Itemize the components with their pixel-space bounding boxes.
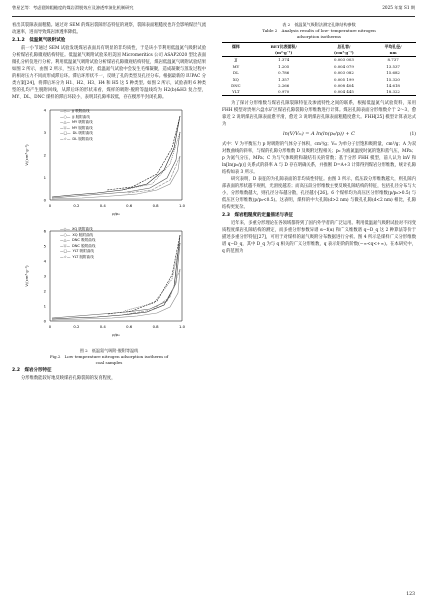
pore-structure-table bbox=[222, 42, 416, 96]
equation-body: ln(V/Vₘ) = A ln(ln(p₀/p)) + C bbox=[283, 131, 355, 138]
x-tick: 0.2 bbox=[73, 203, 80, 208]
y-tick: 3 bbox=[43, 273, 46, 279]
y-axis-label: V/(cm³·g⁻¹) bbox=[24, 144, 29, 166]
figure-caption bbox=[12, 348, 206, 366]
x-tick: 0.6 bbox=[126, 324, 133, 329]
table-cell: MY bbox=[232, 63, 240, 69]
table-cell: 0.786 bbox=[278, 70, 290, 76]
x-ticks bbox=[49, 203, 186, 208]
legend-item: —□— YLT 吸附曲线 bbox=[60, 249, 95, 254]
legend-top bbox=[60, 109, 93, 143]
x-ticks bbox=[49, 324, 186, 329]
y-tick: 6 bbox=[43, 228, 46, 234]
y-ticks bbox=[44, 229, 47, 324]
y-axis-label: V/(cm³·g⁻¹) bbox=[24, 265, 29, 287]
table-caption bbox=[222, 22, 416, 40]
legend-item: —△— MY 吸附曲线 bbox=[60, 120, 93, 125]
header-rule bbox=[12, 16, 415, 17]
legend-item: —□— DL 吸附曲线 bbox=[60, 131, 93, 136]
legend-item: —▽— DNC 脱附曲线 bbox=[60, 243, 96, 248]
table-cell: 1.374 bbox=[278, 57, 290, 63]
table-cell: 0.008 404 bbox=[334, 82, 354, 88]
legend-item: —◇— XQ 吸附曲线 bbox=[60, 227, 93, 231]
table-cell: 13.537 bbox=[386, 63, 400, 69]
table-cell: 1.357 bbox=[278, 76, 290, 82]
running-title: 曾星艺等：考虑裂隙粗糙度的煤岩滑脱效应及渗透率演化机制研究 bbox=[12, 5, 134, 10]
y-tick: 4 bbox=[43, 258, 46, 264]
x-tick: 0.2 bbox=[73, 324, 80, 329]
paragraph: 式中：V 为平衡压力 p 时吸附的气体分子体积，cm³/g；Vₘ 为单分子层饱和吸附量，cm³/g；A 为双对数曲线的斜率，与煤的孔隙分形维数 D 及吸附过程相关；p₀ 为液氮温度时氮的饱和蒸气压，MPa；p 为氮气分压，MPa；C 为与气体吸附和凝结有关的常数；基于分形 FHH 模型，前人认为 lnV 和 ln[ln(p₀/p)] 关系式的斜率 A 与 D 存在明确关系，并推断 D=A+3 计算得到煤岩分形维数，统计孔隙结构如表 3 所示。 bbox=[222, 142, 416, 176]
curve-dl-ads bbox=[52, 156, 180, 199]
issue-label: 2025 年第 S1 期 bbox=[382, 5, 415, 10]
header-unit: (cm³·g⁻¹) bbox=[318, 49, 371, 56]
x-tick: 0.6 bbox=[126, 203, 133, 208]
y-tick: 2 bbox=[43, 288, 46, 294]
table-cell: 18.322 bbox=[370, 89, 416, 96]
y-tick: 2 bbox=[43, 152, 46, 158]
x-tick: 0.8 bbox=[152, 324, 159, 329]
isotherm-chart-top bbox=[12, 104, 206, 222]
curve-dl-des bbox=[127, 156, 180, 193]
caption-en: adsorption isotherms bbox=[296, 34, 342, 39]
paragraph: 前一小节通过 SEM 试验发现煤岩表面具有明显的非均质性，于是该小节利用低温氮气吸附试验分析煤岩孔隙微观结构特征。低温氮气吸附试验采用美国 Micromeritics 公司 ASAP2020 型比表面微孔分析仪进行分析。利用低温氮气吸附试验分析煤岩孔隙微观结构特征，煤岩低温氮气吸附试验结果如图 2 所示，由图 2 所示，当压力较大时，低温氮气试验中会发生毛细凝聚，造成凝聚与蒸发过程中的相对压力不同而形成滞后环。滞后环形状不一，反映了孔的类型及孔径分布。根据最新的 IUPAC 分类方案[24]，将滞后环分为 H1、H2、H3、H4 和 H5 这 5 种类型。如图 2 所示，试验表明 6 种类型的孔均产生脱附回线，从滞后环的形状来看，煤样的吸附-脱附等温线均为 H2(b)&H3 复合型，MY、DL、DNC 煤样的滞后环较小，表明其孔隙率较低，存在楔形半封闭孔隙。 bbox=[12, 46, 206, 100]
table-cell: 8.737 bbox=[387, 57, 399, 63]
section-heading: 2.3 煤岩粗糙度的定量描述与表征 bbox=[222, 213, 293, 219]
paragraph: 分形维数能较好地反映煤岩孔隙裂隙的发育程度， bbox=[21, 376, 116, 381]
table-cell: XQ bbox=[232, 76, 239, 82]
table-cell: 1.205 bbox=[278, 63, 290, 69]
table-cell: 0.004 445 bbox=[318, 89, 371, 96]
y-tick: 5 bbox=[43, 243, 46, 249]
legend-item: —◇— JJ 吸附曲线 bbox=[60, 109, 90, 113]
paragraph: 研究表明，D 表征的为孔隙表面的非均质性特征。由图 3 所示，低压段分形维数越大，则孔隙内部表面的形状越不规则，光滑度越差；而高压段分形维数主要反映孔隙结构的特征，包括孔径分布与大小，分形维数越大，则孔径分布越分散，孔径越小[26]。6 个煤样均为高压区分形维数(p/p₀>0.5) 与低压区分形维数(p/p₀<0.5)。这表明，煤样的中大孔隙(d>2 nm) 与微孔孔隙(d<2 nm) 相比，孔隙结构更复杂。 bbox=[222, 177, 416, 211]
y-tick: 0 bbox=[43, 318, 46, 324]
legend-item: —☆— DL 脱附曲线 bbox=[60, 136, 93, 141]
table-cell: 14.618 bbox=[386, 82, 400, 88]
table-cell: 0.005 199 bbox=[334, 76, 354, 82]
table-cell: 0.003 003 bbox=[334, 57, 354, 63]
table-cell: 15.320 bbox=[386, 76, 400, 82]
paragraph: 近年来，多重分形理论在各领域都得到了国内外学者的广泛运用。利用低温氮气吸附试验对不同变质程度煤岩孔隙结构的测定，而多重分形参数异谱 α−f(α) 和广义维数谱 q−D_q 这 2 种算法等价于描述多重分形特征[27]，可用于对煤样的氮气吸附分布数据进行分析。图 4 所示是煤样广义分形维数谱 q−D_q，其中 D_q 为与 q 相关的广义分形维数，q 表示矩阶的阶数(−∞<q<+∞)。在本研究中，q 的范围为 bbox=[222, 221, 416, 255]
table-cell: 2.266 bbox=[278, 82, 290, 88]
x-tick: 0 bbox=[48, 203, 52, 208]
page-number: 123 bbox=[406, 592, 415, 597]
right-column bbox=[222, 22, 416, 255]
x-tick: 0.8 bbox=[152, 203, 159, 208]
header-cell: 平均孔径/ bbox=[370, 43, 416, 50]
y-tick: 4 bbox=[43, 107, 46, 113]
paragraph: 看出其裂隙表面粗糙。通过对 SEM 的煤岩裂隙形态特征的观察，裂隙表面粗糙度也许会影响煤层气流动速率，进而导致煤岩渗透率降低。 bbox=[12, 23, 206, 35]
table-cell: DNC bbox=[231, 82, 241, 88]
header-unit: nm bbox=[370, 49, 416, 56]
table-cell: 0.003 082 bbox=[334, 70, 354, 76]
x-tick: 1.0 bbox=[178, 324, 186, 329]
caption-en: Fig.2 Low temperature nitrogen adsorption isotherm of bbox=[49, 354, 169, 359]
legend-item: —△— DNC 吸附曲线 bbox=[60, 238, 96, 243]
legend-bottom bbox=[60, 227, 95, 261]
figure-2 bbox=[12, 104, 206, 366]
isotherm-chart-bottom bbox=[12, 225, 206, 343]
caption-cn: 图 2 低温氮气吸附-脱附等温线 bbox=[79, 348, 139, 353]
caption-en: coal samples bbox=[95, 360, 123, 365]
x-tick: 0.4 bbox=[99, 324, 106, 329]
x-axis-label: p/p₀ bbox=[112, 332, 120, 337]
equation-1 bbox=[222, 131, 416, 138]
y-tick: 3 bbox=[43, 130, 46, 135]
caption-en: Table 2 Analysis results of low- temperature nitrogen bbox=[262, 28, 376, 33]
table-cell: JJ bbox=[234, 57, 238, 63]
table-row bbox=[222, 89, 416, 96]
header-cell: 总孔容/ bbox=[318, 43, 371, 50]
x-tick: 0.4 bbox=[99, 203, 106, 208]
header-cell: BET比表面积/ bbox=[250, 43, 318, 50]
legend-item: —▽— MY 脱附曲线 bbox=[60, 125, 93, 130]
table-cell: DL bbox=[233, 70, 239, 76]
x-tick: 1.0 bbox=[178, 203, 186, 208]
legend-item: —○— XQ 脱附曲线 bbox=[60, 232, 94, 237]
header-cell: 煤样 bbox=[222, 43, 250, 50]
left-column bbox=[12, 22, 206, 382]
y-tick: 0 bbox=[43, 197, 46, 203]
y-tick: 1 bbox=[43, 303, 46, 309]
x-axis-label: p/p₀ bbox=[112, 211, 120, 216]
curve-xq-des bbox=[107, 235, 180, 314]
table-cell: 0.004 079 bbox=[334, 63, 354, 69]
equation-number: (1) bbox=[409, 132, 416, 138]
page-header bbox=[12, 5, 415, 15]
y-tick: 1 bbox=[43, 175, 46, 180]
section-heading: 2.2 煤岩分形特征 bbox=[12, 368, 52, 373]
table-cell: 0.970 bbox=[250, 89, 318, 96]
legend-item: —☆— YLT 脱附曲线 bbox=[60, 254, 94, 259]
table-2 bbox=[222, 22, 416, 96]
section-heading: 2.1.2 低温氮气吸附试验 bbox=[12, 38, 66, 43]
table-cell: 15.682 bbox=[386, 70, 400, 76]
caption-cn: 表 2 低温氮气吸附法测定孔隙结构参数 bbox=[282, 22, 356, 27]
paragraph: 为了探讨分形维数与煤岩孔隙裂隙特征及渗流特性之间的联系，根据低温氮气试验资料，采用 FHH 模型对贵州六盘水矿区煤岩孔隙裂隙分形维数进行计算。煤岩孔隙表面分形维数介于 2～3，愈靠近 2 说明煤岩孔隙表面愈平滑，愈近 3 说明煤岩孔隙表面粗糙度愈大。FHH[25] 模型计算表达式为 bbox=[222, 101, 416, 128]
table-row bbox=[222, 56, 416, 63]
curve-dnc-des bbox=[124, 243, 180, 311]
table-cell: YLT bbox=[222, 89, 250, 96]
y-ticks bbox=[44, 108, 47, 203]
x-tick: 0 bbox=[48, 324, 52, 329]
curve-jj-des bbox=[107, 116, 180, 190]
header-unit: (m²·g⁻¹) bbox=[250, 49, 318, 56]
legend-item: —○— JJ 脱附曲线 bbox=[60, 114, 90, 119]
